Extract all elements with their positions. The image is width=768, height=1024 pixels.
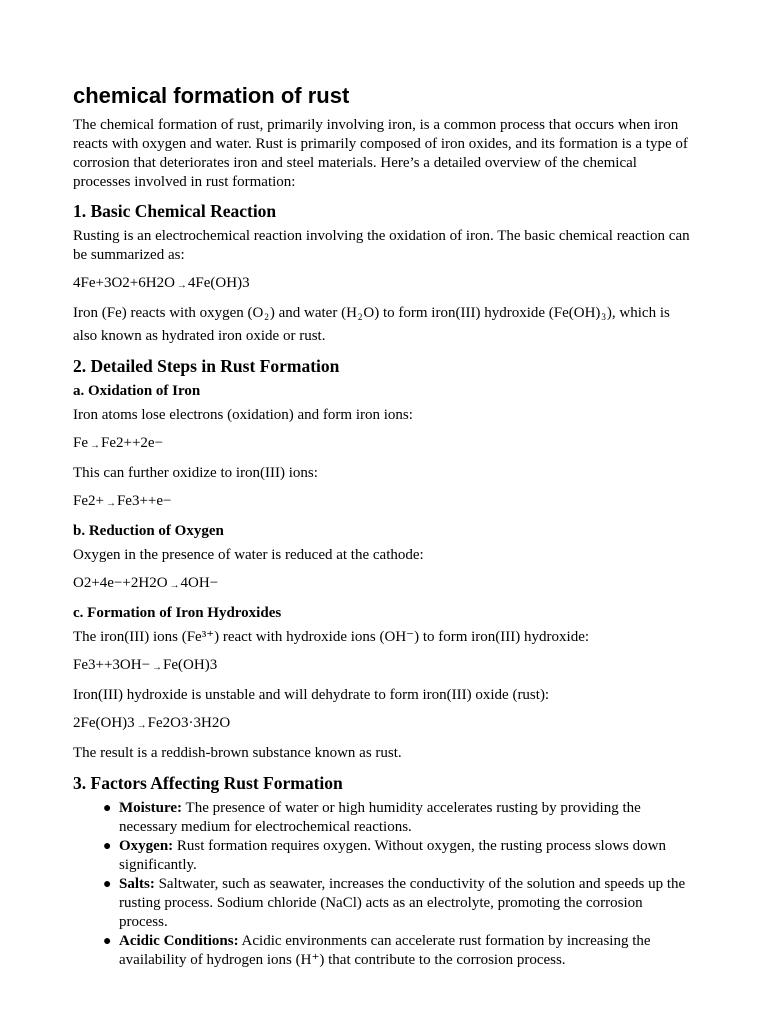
text-run: ), which is also known as hydrated iron oxide or rust. [73, 305, 670, 344]
arrow-icon: → [105, 498, 116, 509]
factor-text: The presence of water or high humidity accelerates rusting by providing the necessary medium for electrochemical reactions. [119, 800, 641, 835]
equation-right: Fe2++2e− [101, 435, 164, 451]
equation-iron-further-oxidation [73, 492, 695, 513]
intro-paragraph: The chemical formation of rust, primarily involving iron, is a common process that occurs when iron reacts with oxygen and water. Rust is primarily composed of iron oxides, and its formation is a type of corrosion that deteriorates iron and steel materials. Here’s a detailed overview of the chemical processes involved in rust formation: [73, 117, 688, 190]
factor-label: Salts: [119, 876, 155, 892]
subsection-a-heading: a. Oxidation of Iron [73, 383, 201, 399]
text-run: ) and water (H [269, 305, 357, 321]
factor-label: Moisture: [119, 800, 183, 816]
equation-left: Fe [73, 435, 88, 451]
equation-left: 4Fe+3O2+6H2O [73, 275, 175, 291]
arrow-icon: → [136, 720, 147, 731]
equation-left: O2+4e−+2H2O [73, 575, 168, 591]
factor-label: Acidic Conditions: [119, 933, 239, 949]
equation-right: Fe2O3·3H2O [147, 715, 231, 731]
list-item [103, 932, 695, 970]
bullet-icon: ● [103, 877, 112, 892]
bullet-icon: ● [103, 839, 112, 854]
equation-right: 4Fe(OH)3 [187, 275, 250, 291]
equation-left: 2Fe(OH)3 [73, 715, 135, 731]
equation-right: Fe3++e− [116, 493, 172, 509]
subsection-a-paragraph: Iron atoms lose electrons (oxidation) and form iron ions: [73, 407, 413, 423]
page-title: chemical formation of rust [73, 83, 350, 108]
document-page [73, 82, 695, 970]
factor-text: Saltwater, such as seawater, increases the conductivity of the solution and speeds up the rusting process. Sodium chloride (NaCl) acts as an electrolyte, promoting the corrosion process. [119, 876, 686, 930]
subscript: 3 [601, 312, 606, 322]
arrow-icon: → [169, 580, 180, 591]
equation-right: 4OH− [180, 575, 219, 591]
equation-overall [73, 274, 695, 295]
factor-text: Rust formation requires oxygen. Without oxygen, the rusting process slows down significantly. [119, 838, 666, 873]
subsection-b-heading: b. Reduction of Oxygen [73, 523, 224, 539]
subsection-a-paragraph-2: This can further oxidize to iron(III) ions: [73, 465, 318, 481]
equation-left: Fe3++3OH− [73, 657, 151, 673]
arrow-icon: → [152, 662, 163, 673]
text-run: O) to form iron(III) hydroxide (Fe(OH) [363, 305, 601, 321]
section-2-heading: 2. Detailed Steps in Rust Formation [73, 356, 340, 376]
section-3-heading: 3. Factors Affecting Rust Formation [73, 773, 343, 793]
subscript: 2 [264, 312, 269, 322]
equation-left: Fe2+ [73, 493, 104, 509]
factors-list [73, 799, 695, 970]
subsection-c-paragraph: The iron(III) ions (Fe³⁺) react with hydroxide ions (OH⁻) to form iron(III) hydroxide: [73, 629, 590, 645]
subsection-c-heading: c. Formation of Iron Hydroxides [73, 605, 282, 621]
subscript: 2 [357, 312, 363, 322]
bullet-icon: ● [103, 934, 112, 949]
factor-label: Oxygen: [119, 838, 174, 854]
section-1-paragraph: Rusting is an electrochemical reaction involving the oxidation of iron. The basic chemical reaction can be summarized as: [73, 228, 690, 263]
equation-iron-oxidation [73, 434, 695, 455]
subsection-b-paragraph: Oxygen in the presence of water is reduced at the cathode: [73, 547, 424, 563]
arrow-icon: → [90, 440, 100, 451]
equation-oxygen-reduction [73, 574, 695, 595]
list-item [103, 837, 695, 875]
subsection-c-paragraph-2: Iron(III) hydroxide is unstable and will dehydrate to form iron(III) oxide (rust): [73, 687, 550, 703]
list-item [103, 799, 695, 837]
arrow-icon: → [176, 280, 187, 291]
bullet-icon: ● [103, 801, 112, 816]
equation-right: Fe(OH)3 [163, 657, 218, 673]
factor-text: Acidic environments can accelerate rust formation by increasing the availability of hydrogen ions (H⁺) that contribute to the corrosion process. [119, 933, 651, 968]
equation-dehydration [73, 714, 695, 735]
section-1-explanation [73, 304, 695, 346]
list-item [103, 875, 695, 932]
section-1-heading: 1. Basic Chemical Reaction [73, 201, 277, 221]
text-run: Iron (Fe) reacts with oxygen (O [73, 305, 264, 321]
subsection-c-result: The result is a reddish-brown substance known as rust. [73, 745, 402, 761]
equation-hydroxide-formation [73, 656, 695, 677]
